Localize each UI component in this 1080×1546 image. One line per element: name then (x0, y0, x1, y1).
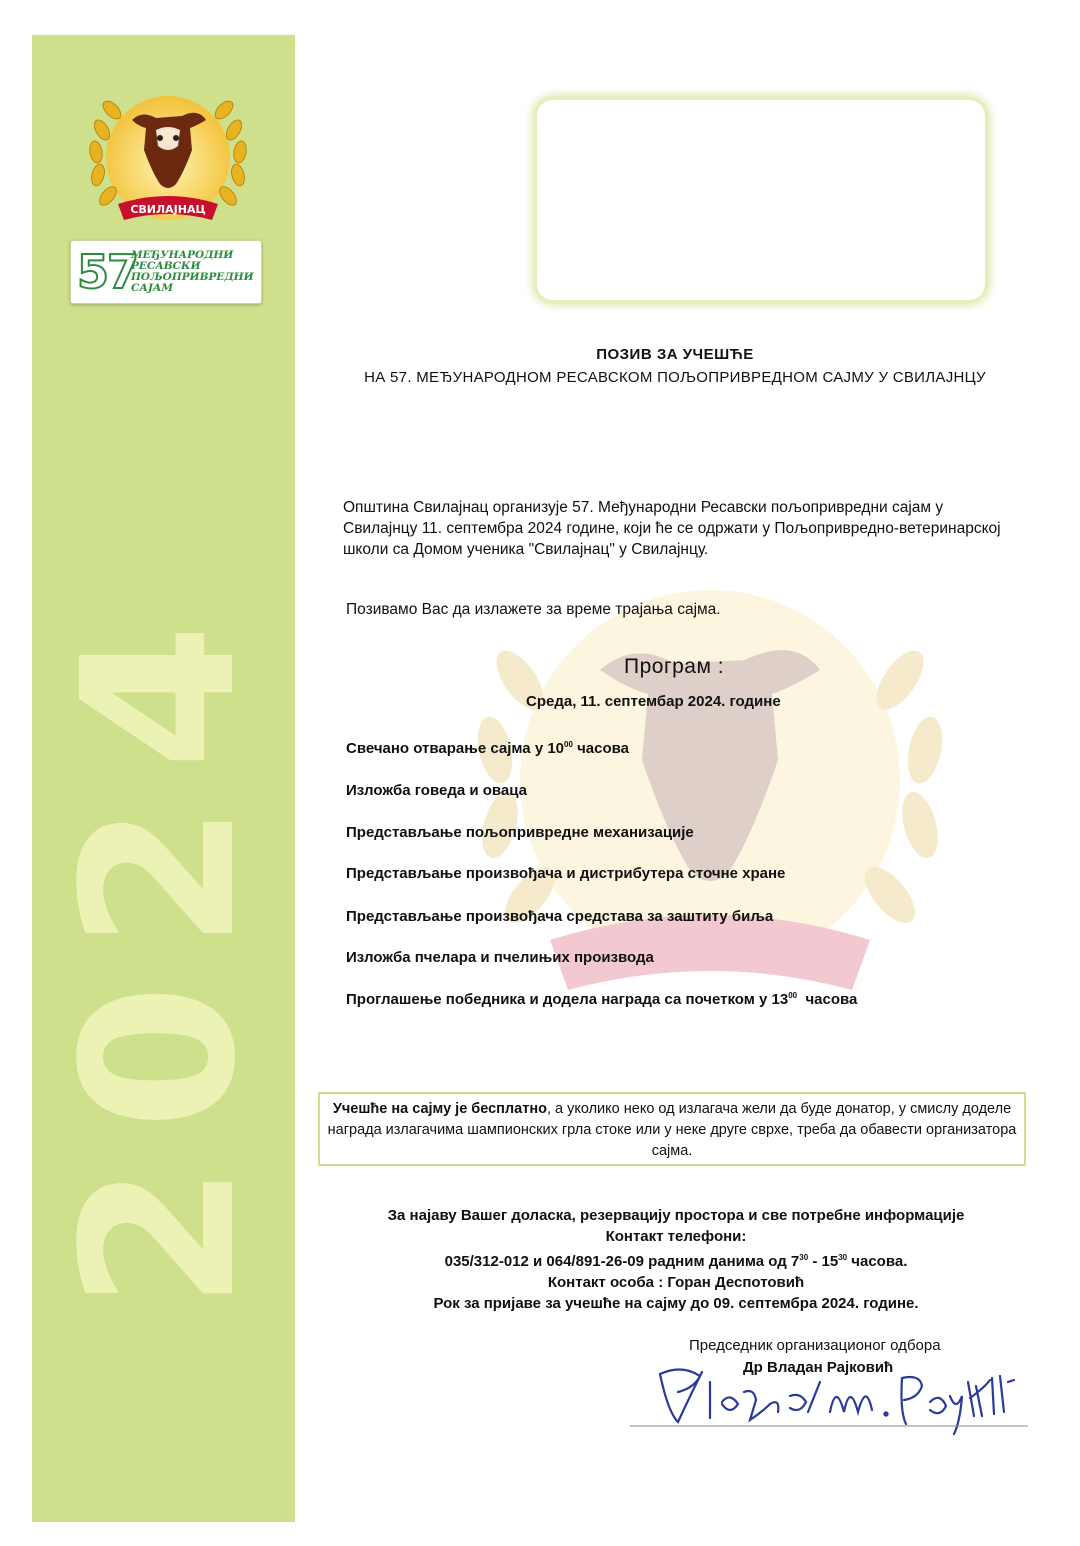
badge-number: 57 (77, 245, 138, 299)
notice-text: , а уколико неко од излагача жели да буде донатор, у смислу доделе награда излагачима шампионских грла стоке или у неке друге сврхе, треба да обавести организатора сајма. (327, 1101, 1017, 1159)
registration-deadline: Рок за пријаве за учешће на сајму до 09. септембра 2024. године. (433, 1295, 919, 1312)
address-box (537, 100, 985, 300)
contact-phones: 035/312-012 и 064/891-26-09 радним данима од $7^{30} - 15^{30}$ часова. (444, 1253, 908, 1270)
program-item: Представљање произвођача средстава за заштиту биља (346, 908, 774, 925)
fair-logo-icon (72, 80, 264, 240)
watermark-logo-icon (400, 560, 1020, 1060)
page-title: ПОЗИВ ЗА УЧЕШЋЕ (596, 346, 754, 363)
logo-banner-text: СВИЛАЈНАЦ (130, 203, 206, 216)
invitation-title-block (340, 346, 1010, 386)
year-vertical: 2024 (37, 589, 282, 1310)
contact-block (315, 1205, 1037, 1314)
program-date: Среда, 11. септембар 2024. године (526, 693, 781, 710)
intro-paragraph: Општина Свилајнац организује 57. Међународни Ресавски пољопривредни сајам у Свилајнцу 11. септембра 2024 године, који ће се одржати у Пољопривредно-ветеринарској школи са Домом ученика "Свилајнац" у Свилајнцу. (343, 499, 1001, 558)
contact-person: Контакт особа : Горан Деспотовић (547, 1274, 805, 1291)
program-item: Представљање пољопривредне механизације (346, 824, 694, 841)
fair-badge (70, 240, 262, 304)
invite-line: Позивамо Вас да излажете за време трајања сајма. (346, 601, 721, 618)
program-item: Свечано отварање сајма у $10^{00}$ часова (346, 740, 630, 757)
contact-phones-label: Контакт телефони: (605, 1228, 747, 1245)
program-heading: Програм : (624, 655, 725, 678)
program-item: Представљање произвођача и дистрибутера сточне хране (346, 865, 786, 882)
contact-intro: За најаву Вашег доласка, резервацију простора и све потребне информације (387, 1207, 965, 1224)
handwritten-signature-icon (630, 1352, 1030, 1442)
program-item: Проглашење победника и додела награда са почетком у $13^{00}$ часова (346, 991, 858, 1008)
free-participation-notice (318, 1092, 1026, 1166)
page-subtitle: НА 57. МЕЂУНАРОДНОМ РЕСАВСКОМ ПОЉОПРИВРЕДНОМ САЈМУ У СВИЛАЈНЦУ (364, 369, 986, 386)
signatory-name: Др Владан Рајковић (743, 1359, 894, 1376)
program-item: Изложба пчелара и пчелињих производа (346, 949, 654, 966)
signatory-role: Председник организационог одбора (689, 1337, 941, 1354)
program-item: Изложба говеда и оваца (346, 782, 528, 799)
notice-bold: Учешће на сајму је бесплатно (332, 1101, 547, 1117)
badge-text: МЕЂУНАРОДНИ РЕСАВСКИ ПОЉОПРИВРЕДНИ САЈАМ (131, 249, 254, 294)
